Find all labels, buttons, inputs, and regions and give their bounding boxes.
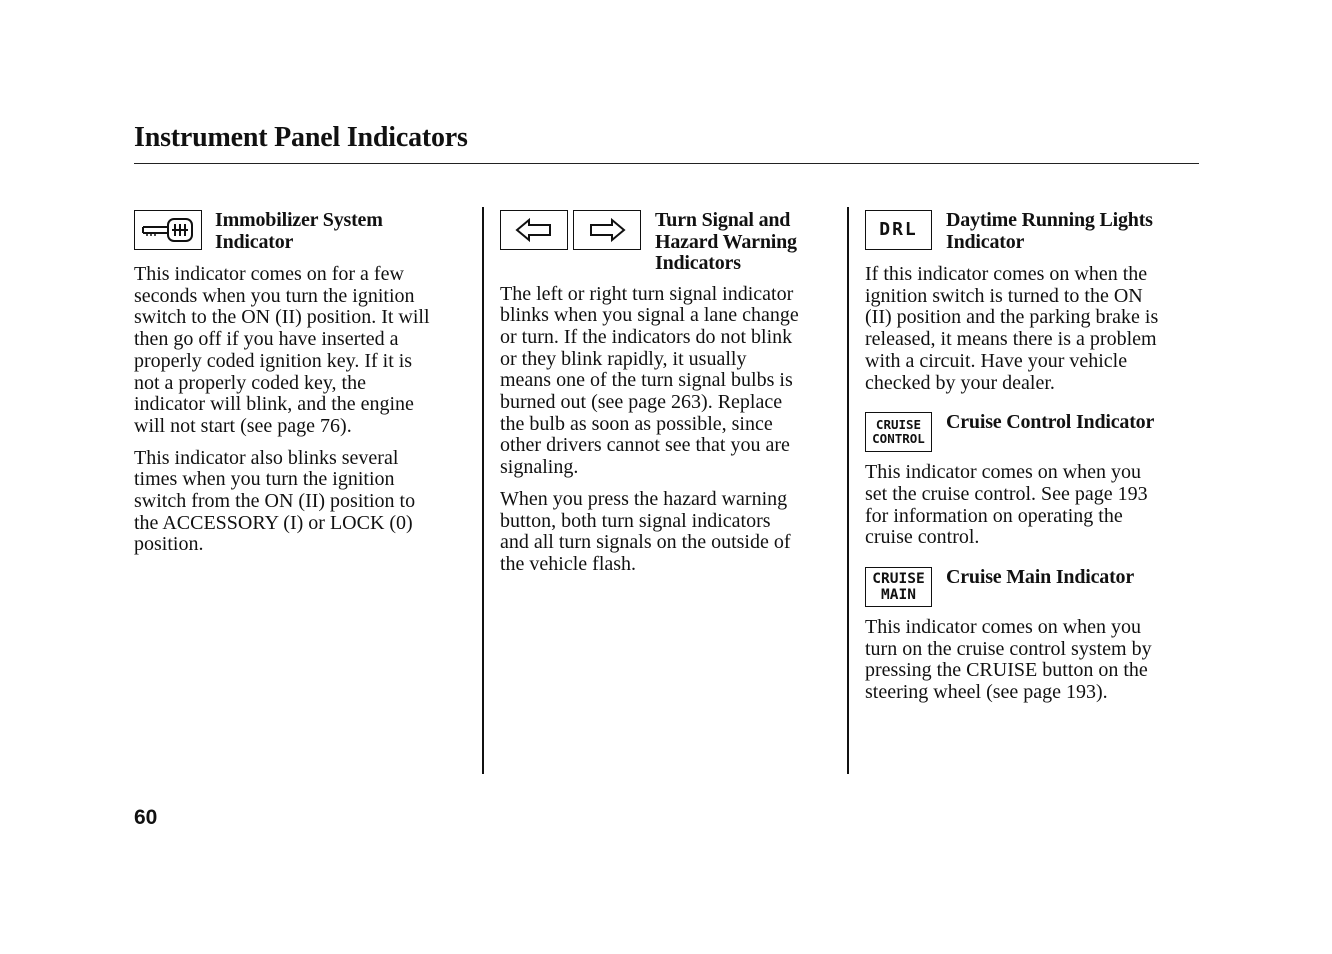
immobilizer-heading: [215, 210, 383, 253]
text-line: checked by your dealer.: [865, 371, 1055, 394]
text-line: pressing the CRUISE button on the: [865, 659, 1148, 682]
cruise-control-badge-line1: CRUISE: [875, 417, 922, 433]
text-line: burned out (see page 263). Replace: [500, 391, 783, 414]
turn-signal-header: [500, 210, 840, 275]
text-line: This indicator comes on when you: [865, 616, 1142, 639]
turn-signal-heading-line3: Indicators: [655, 252, 741, 274]
text-line: (II) position and the parking brake is: [865, 306, 1159, 329]
text-line: not a properly coded key, the: [134, 371, 366, 394]
immobilizer-key-icon: [134, 210, 202, 250]
column-lights-cruise: [865, 210, 1200, 704]
text-line: for information on operating the: [865, 504, 1123, 527]
text-line: will not start (see page 76).: [134, 414, 352, 437]
text-line: released, it means there is a problem: [865, 328, 1157, 351]
column-turn-signal: [500, 210, 840, 576]
page-number: 60: [134, 806, 158, 829]
cruise-main-paragraph: [865, 617, 1200, 704]
text-line: signaling.: [500, 456, 579, 479]
immobilizer-paragraph-1: [134, 264, 464, 438]
text-line: the bulb as soon as possible, since: [500, 412, 773, 435]
cruise-control-paragraph: [865, 462, 1200, 549]
turn-signal-paragraph-1: [500, 284, 840, 479]
text-line: switch to the ON (II) position. It will: [134, 306, 430, 329]
page-title: Instrument Panel Indicators: [134, 122, 468, 153]
text-line: then go off if you have inserted a: [134, 328, 399, 351]
text-line: means one of the turn signal bulbs is: [500, 369, 793, 392]
cruise-main-header: [865, 567, 1200, 607]
immobilizer-heading-line1: Immobilizer System: [215, 209, 383, 231]
immobilizer-heading-line2: Indicator: [215, 230, 294, 253]
cruise-main-badge-line1: CRUISE: [872, 571, 925, 588]
column-divider-1: [482, 207, 484, 774]
text-line: seconds when you turn the ignition: [134, 284, 415, 307]
turn-signal-heading: [655, 210, 797, 275]
drl-heading-line2: Indicator: [946, 230, 1025, 253]
text-line: This indicator comes on for a few: [134, 263, 404, 285]
cruise-control-header: [865, 412, 1200, 452]
text-line: or they blink rapidly, it usually: [500, 347, 747, 370]
text-line: set the cruise control. See page 193: [865, 482, 1148, 505]
right-arrow-icon: [573, 210, 641, 250]
text-line: times when you turn the ignition: [134, 468, 395, 491]
text-line: and all turn signals on the outside of: [500, 531, 791, 554]
cruise-control-indicator-icon: [865, 412, 932, 452]
immobilizer-header: [134, 210, 464, 253]
text-line: other drivers cannot see that you are: [500, 434, 790, 457]
text-line: When you press the hazard warning: [500, 487, 788, 510]
text-line: The left or right turn signal indicator: [500, 282, 794, 305]
drl-heading: [946, 210, 1153, 253]
drl-indicator-icon: [865, 210, 932, 250]
drl-heading-line1: Daytime Running Lights: [946, 209, 1153, 231]
text-line: ignition switch is turned to the ON: [865, 284, 1143, 307]
cruise-main-heading: Cruise Main Indicator: [946, 566, 1135, 589]
cruise-control-heading: Cruise Control Indicator: [946, 411, 1155, 434]
text-line: cruise control.: [865, 526, 980, 549]
column-immobilizer: [134, 210, 464, 556]
turn-signal-heading-line2: Hazard Warning: [655, 230, 797, 253]
text-line: switch from the ON (II) position to: [134, 490, 416, 513]
cruise-main-indicator-icon: [865, 567, 932, 607]
text-line: or turn. If the indicators do not blink: [500, 325, 793, 348]
cruise-control-badge-line2: CONTROL: [872, 431, 925, 447]
turn-signal-paragraph-2: [500, 489, 840, 576]
text-line: If this indicator comes on when the: [865, 263, 1148, 285]
text-line: with a circuit. Have your vehicle: [865, 349, 1128, 372]
title-divider: [134, 163, 1199, 164]
drl-header: [865, 210, 1200, 253]
text-line: steering wheel (see page 193).: [865, 681, 1108, 704]
text-line: button, both turn signal indicators: [500, 509, 771, 532]
drl-paragraph: [865, 264, 1200, 394]
text-line: the ACCESSORY (I) or LOCK (0): [134, 511, 413, 534]
text-line: position.: [134, 533, 204, 556]
left-arrow-icon: [500, 210, 568, 250]
text-line: properly coded ignition key. If it is: [134, 349, 413, 372]
cruise-main-badge-line2: MAIN: [881, 587, 916, 604]
text-line: turn on the cruise control system by: [865, 637, 1152, 660]
text-line: This indicator also blinks several: [134, 446, 399, 469]
text-line: the vehicle flash.: [500, 552, 637, 575]
text-line: indicator will blink, and the engine: [134, 393, 414, 416]
text-line: This indicator comes on when you: [865, 461, 1142, 484]
text-line: blinks when you signal a lane change: [500, 304, 799, 327]
drl-badge-text: DRL: [879, 219, 918, 241]
column-divider-2: [847, 207, 849, 774]
turn-signal-heading-line1: Turn Signal and: [655, 209, 791, 231]
immobilizer-paragraph-2: [134, 448, 464, 557]
